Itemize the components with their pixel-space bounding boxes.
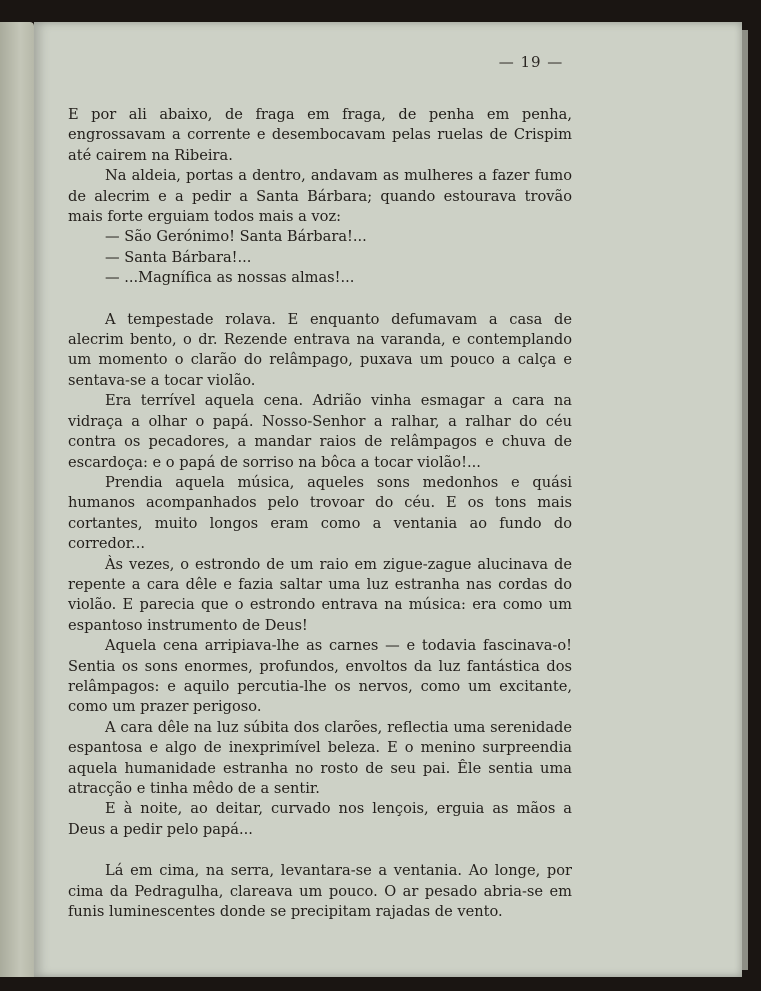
paragraph: Era terrível aquela cena. Adrião vinha esmagar a cara na vidraça a olhar o papá. Nosso-Senhor a ralhar, a ralhar do céu contra os pecadores, a mandar raios de relâmpagos e chuva de escardoça: e o papá de sorriso na bôca a tocar violão!... [68,392,572,471]
page-number: — 19 — [498,53,564,71]
paragraph: Aquela cena arripiava-lhe as carnes — e todavia fascinava-o! Sentia os sons enormes, profundos, envoltos da luz fantástica dos relâmpagos: e aquilo percutia-lhe os nervos, como um excitante, como um prazer perigoso. [68,637,572,716]
paragraph: Às vezes, o estrondo de um raio em zigue-zague alucinava de repente a cara dêle e fazia saltar uma luz estranha nas cordas do violão. E parecia que o estrondo entrava na música: era como um espantoso instrumento de Deus! [68,555,572,634]
paragraph: E por ali abaixo, de fraga em fraga, de penha em penha, engrossavam a corrente e desembocavam pelas ruelas de Crispim até cairem na Ribeira. [68,106,572,164]
dialog-line: — ...Magnífica as nossas almas!... [105,269,355,287]
paragraph: A tempestade rolava. E enquanto defumavam a casa de alecrim bento, o dr. Rezende entrava na varanda, e contemplando um momento o clarão do relâmpago, puxava um pouco a calça e sentava-se a tocar violão. [68,310,572,389]
paragraph: A cara dêle na luz súbita dos clarões, reflectia uma serenidade espantosa e algo de inexprimível beleza. E o menino surpreendia aquela humanidade estranha no rosto de seu pai. Êle sentia uma atracção e tinha mêdo de a sentir. [68,718,572,797]
dialog-line: — Santa Bárbara!... [105,248,252,266]
paragraph: Prendia aquela música, aqueles sons medonhos e quási humanos acompanhados pelo trovoar do céu. E os tons mais cortantes, muito longos eram como a ventania ao fundo do corredor... [68,473,572,553]
page-text [68,105,572,922]
paragraph: E à noite, ao deitar, curvado nos lençois, erguia as mãos a Deus a pedir pelo papá... [68,800,572,838]
page-edge-shadow [742,30,748,970]
paragraph: Lá em cima, na serra, levantara-se a ventania. Ao longe, por cima da Pedragulha, clareava um pouco. O ar pesado abria-se em funis luminescentes donde se precipitam rajadas de vento. [68,862,572,921]
facing-page-edge [0,22,34,977]
paragraph: Na aldeia, portas a dentro, andavam as mulheres a fazer fumo de alecrim e a pedir a Santa Bárbara; quando estourava trovão mais forte erguiam todos mais a voz: [68,167,572,226]
dialog-line: — São Gerónimo! Santa Bárbara!... [105,228,367,246]
